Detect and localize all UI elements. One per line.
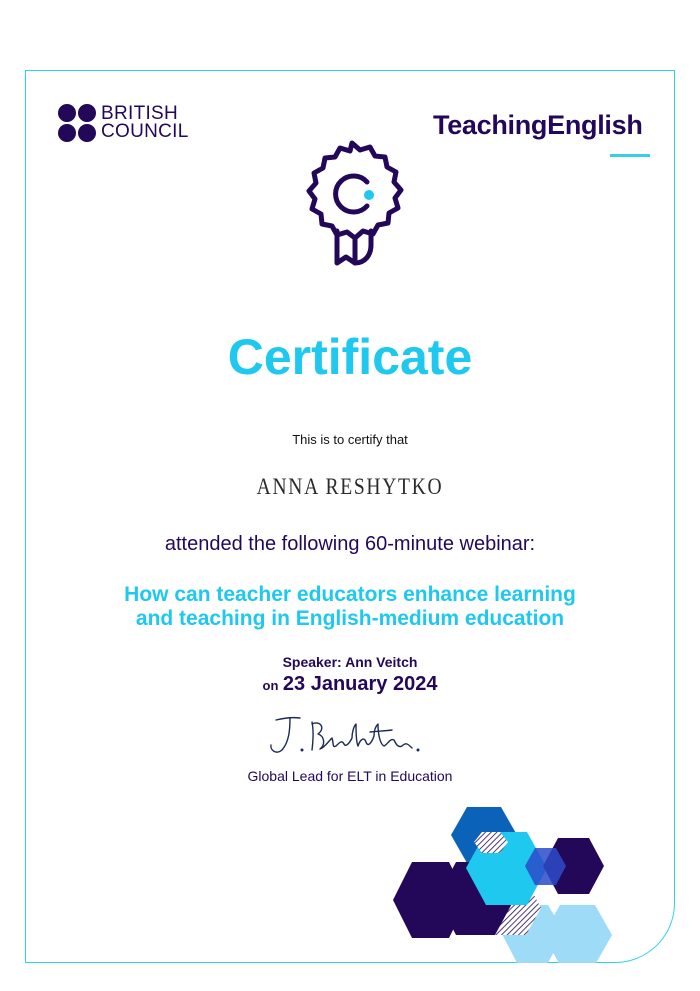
webinar-title-line1: How can teacher educators enhance learning [124, 583, 576, 606]
british-council-line2: COUNCIL [101, 121, 189, 142]
signatory-role: Global Lead for ELT in Education [247, 768, 453, 784]
certify-text: This is to certify that [292, 432, 408, 447]
british-council-logo [58, 104, 189, 142]
award-seal-icon [293, 135, 411, 280]
webinar-title-line2: and teaching in English-medium education [135, 607, 565, 630]
british-council-line1: BRITISH [101, 103, 179, 124]
signature-image [262, 712, 432, 764]
teaching-english-underline [610, 154, 650, 157]
british-council-wordmark [101, 105, 189, 141]
date-prefix: on [262, 678, 279, 693]
british-council-dots-icon [58, 104, 96, 142]
webinar-date: 23 January 2024 [282, 673, 438, 695]
webinar-title [0, 583, 700, 631]
speaker-text: Speaker: Ann Veitch [282, 654, 418, 670]
teaching-english-logo: TeachingEnglish [433, 110, 643, 140]
date-line [0, 673, 700, 696]
attended-text: attended the following 60-minute webinar: [164, 533, 536, 555]
recipient-name: ANNA RESHYTKO [256, 474, 444, 499]
certificate-title: Certificate [227, 329, 473, 385]
decorative-hexagons [380, 790, 680, 970]
